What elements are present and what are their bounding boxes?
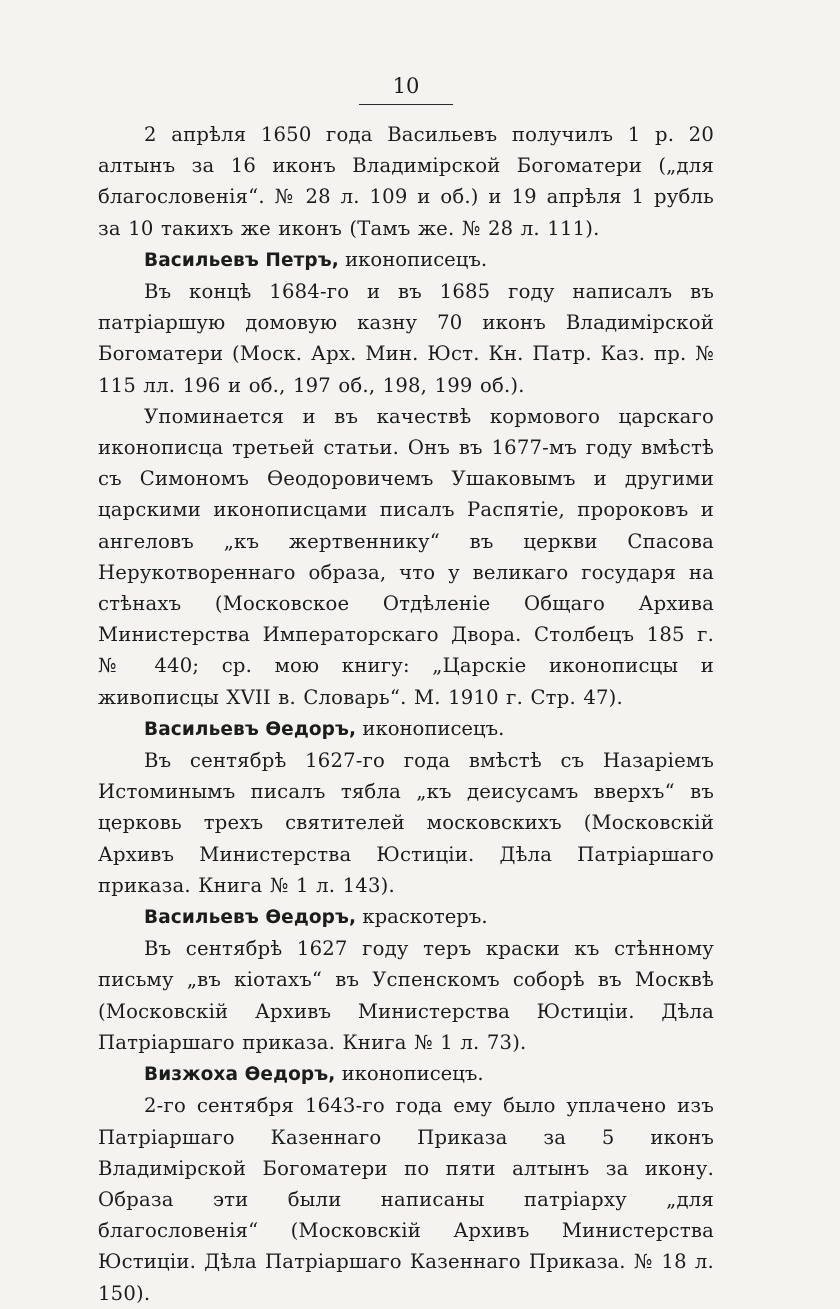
page-number-rule [359, 104, 453, 105]
entry-heading-vasiliev-fedor-iconpainter [98, 713, 714, 745]
entry-heading-vasiliev-petr [98, 244, 714, 276]
paragraph-vasiliev-fedor-iconpainter: Въ сентябрѣ 1627-го года вмѣстѣ съ Назаріемъ Истоминымъ писалъ тябла „къ деисусамъ вверхъ“ въ церковь трехъ святителей московскихъ (Московскій Архивъ Министерства Юстиціи. Дѣла Патріаршаго приказа. Книга № 1 л. 143). [98, 749, 714, 897]
entry-name: Визжоха Ѳедоръ, [144, 1064, 336, 1086]
entry-role: краскотеръ. [356, 905, 488, 929]
entry-role: иконописецъ. [335, 1062, 484, 1086]
paragraph-vizzhokha-fedor: 2-го сентября 1643-го года ему было уплачено изъ Патріаршаго Казеннаго Приказа за 5 иконъ Владимірской Богоматери по пяти алтынъ за икону. Образа эти были написаны патріарху „для благословенія“ (Московскій Архивъ Министерства Юстиціи. Дѣла Патріаршаго Казеннаго Приказа. № 18 л. 150). [98, 1094, 714, 1305]
entry-name: Васильевъ Ѳедоръ, [144, 718, 357, 740]
page-number: 10 [392, 74, 420, 98]
document-page [98, 72, 714, 1309]
entry-heading-vizzhokha-fedor [98, 1058, 714, 1090]
entry-name: Васильевъ Ѳедоръ, [144, 907, 357, 929]
paragraph-vasiliev-payment: 2 апрѣля 1650 года Васильевъ получилъ 1 р. 20 алтынъ за 16 иконъ Владимірской Богоматери („для благословенія“. № 28 л. 109 и об.) и 19 апрѣля 1 рубль за 10 такихъ же иконъ (Тамъ же. № 28 л. 111). [98, 123, 714, 240]
entry-role: иконописецъ. [338, 247, 488, 271]
entry-heading-vasiliev-fedor-paintgrinder [98, 901, 714, 933]
entry-role: иконописецъ. [356, 716, 505, 740]
paragraph-vasiliev-petr-2: Упоминается и въ качествѣ кормового царскаго иконописца третьей статьи. Онъ въ 1677-мъ году вмѣстѣ съ Симономъ Ѳеодоровичемъ Ушаковымъ и другими царскими иконописцами писалъ Распятіе, пророковъ и ангеловъ „къ жертвеннику“ въ церкви Спасова Нерукотвореннаго образа, что у великаго государя на стѣнахъ (Московское Отдѣленіе Общаго Архива Министерства Императорскаго Двора. Столбецъ 185 г. № 440; ср. мою книгу: „Царскіе иконописцы и живописцы XVII в. Словарь“. М. 1910 г. Стр. 47). [98, 404, 714, 709]
paragraph-vasiliev-petr-1: Въ концѣ 1684-го и въ 1685 году написалъ въ патріаршую домовую казну 70 иконъ Владимірской Богоматери (Моск. Арх. Мин. Юст. Кн. Патр. Каз. пр. № 115 лл. 196 и об., 197 об., 198, 199 об.). [98, 280, 714, 397]
paragraph-vasiliev-fedor-paintgrinder: Въ сентябрѣ 1627 году теръ краски къ стѣнному письму „въ кіотахъ“ въ Успенскомъ соборѣ въ Москвѣ (Московскій Архивъ Министерства Юстиціи. Дѣла Патріаршаго приказа. Книга № 1 л. 73). [98, 937, 714, 1054]
entry-name: Васильевъ Петръ, [144, 249, 339, 271]
